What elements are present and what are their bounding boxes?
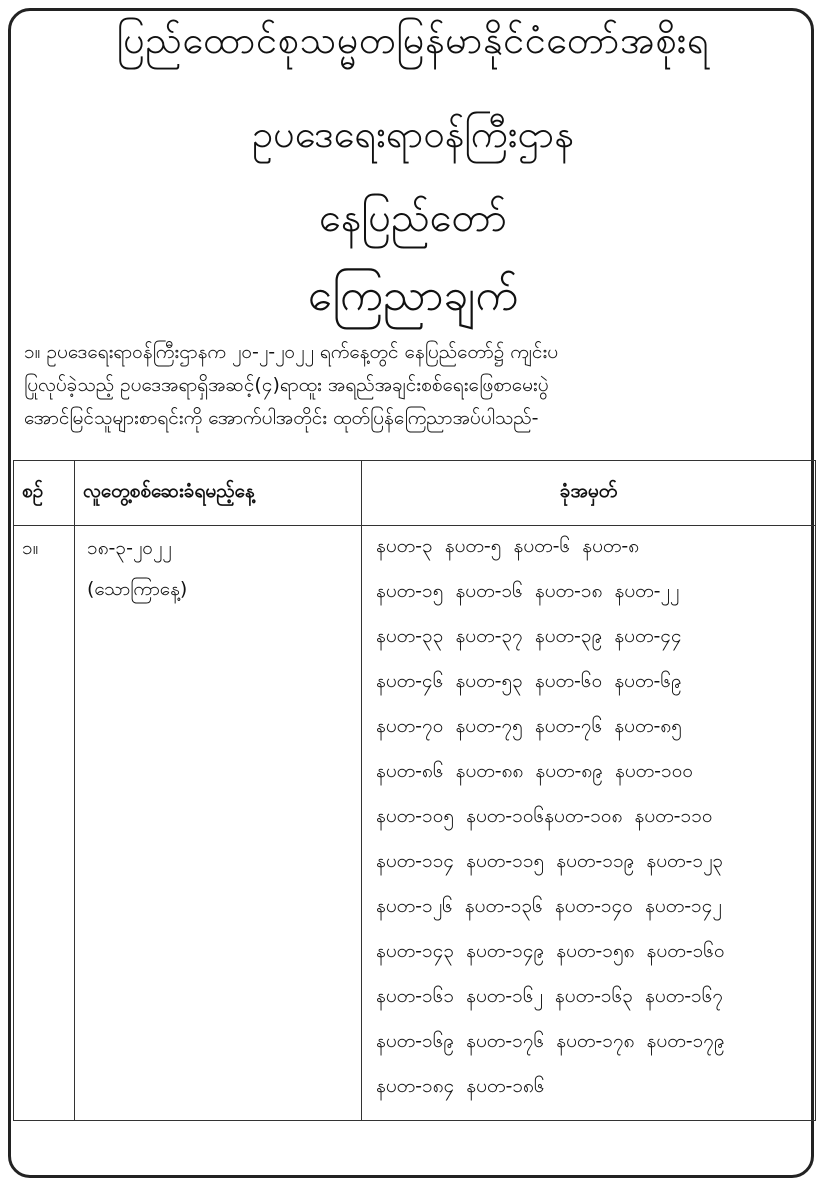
roll-number-line: နပတ-၁၈၄ နပတ-၁၈၆: [376, 1075, 545, 1097]
roll-number-line: နပတ-၁၆၉ နပတ-၁၇၆ နပတ-၁၇၈ နပတ-၁၇၉: [376, 1030, 725, 1052]
roll-numbers-cell: [362, 526, 816, 1121]
announcement-title: ကြေညာချက်: [307, 270, 519, 321]
roll-number-line: နပတ-၁၀၅ နပတ-၁၀၆နပတ-၁၀၈ နပတ-၁၁၀: [376, 805, 713, 827]
notice-line: ၁။ ဥပဒေရေးရာဝန်ကြီးဌာနက ၂၀-၂-၂၀၂၂ ရက်နေ့တွင် နေပြည်တော်၌ ကျင်းပ: [24, 341, 559, 363]
roll-number-line: နပတ-၇၀ နပတ-၇၅ နပတ-၇၆ နပတ-၈၅: [376, 715, 682, 737]
serial-number: ၁။: [14, 526, 75, 1121]
roll-number-line: နပတ-၁၆၁ နပတ-၁၆၂ နပတ-၁၆၃ နပတ-၁၆၇: [376, 985, 724, 1007]
header-roll-number: ခုံအမှတ်: [362, 461, 816, 526]
table-row: [14, 526, 816, 1121]
ministry-title: ဥပဒေရေးရာဝန်ကြီးဌာန: [252, 112, 574, 156]
table-header-row: [14, 461, 816, 526]
roll-number-line: နပတ-၃၃ နပတ-၃၇ နပတ-၃၉ နပတ-၄၄: [376, 625, 682, 647]
notice-paragraph: [24, 336, 814, 435]
results-table: [13, 460, 816, 1121]
notice-line: ပြုလုပ်ခဲ့သည့် ဥပဒေအရာရှိအဆင့်(၄)ရာထူး အရည်အချင်းစစ်ရေးဖြေစာမေးပွဲ: [24, 374, 549, 396]
roll-number-line: နပတ-၈၆ နပတ-၈၈ နပတ-၈၉ နပတ-၁၀၀: [376, 760, 694, 782]
roll-number-line: နပတ-၁၂၆ နပတ-၁၃၆ နပတ-၁၄၀ နပတ-၁၄၂: [376, 895, 722, 917]
interview-day: (သောကြာနေ့): [87, 578, 188, 600]
interview-date: ၁၈-၃-၂၀၂၂: [87, 537, 172, 559]
roll-number-line: နပတ-၄၆ နပတ-၅၃ နပတ-၆၀ နပတ-၆၉: [376, 670, 682, 692]
interview-date-cell: [75, 526, 362, 1121]
city-title: နေပြည်တော်: [319, 195, 507, 241]
header-interview-date: လူတွေ့စစ်ဆေးခံရမည့်နေ့: [75, 461, 362, 526]
roll-number-line: နပတ-၁၅ နပတ-၁၆ နပတ-၁၈ နပတ-၂၂: [376, 580, 680, 602]
roll-number-line: နပတ-၁၄၃ နပတ-၁၄၉ နပတ-၁၅၈ နပတ-၁၆၀: [376, 940, 725, 962]
roll-number-line: နပတ-၃ နပတ-၅ နပတ-၆ နပတ-၈: [376, 535, 640, 557]
roll-number-line: နပတ-၁၁၄ နပတ-၁၁၅ နပတ-၁၁၉ နပတ-၁၂၃: [376, 850, 724, 872]
notice-line: အောင်မြင်သူများစာရင်းကို အောက်ပါအတိုင်း ထုတ်ပြန်ကြေညာအပ်ပါသည်-: [24, 407, 539, 429]
header-serial-no: စဉ်: [14, 461, 75, 526]
government-title: ပြည်ထောင်စုသမ္မတမြန်မာနိုင်ငံတော်အစိုးရ: [116, 18, 710, 62]
